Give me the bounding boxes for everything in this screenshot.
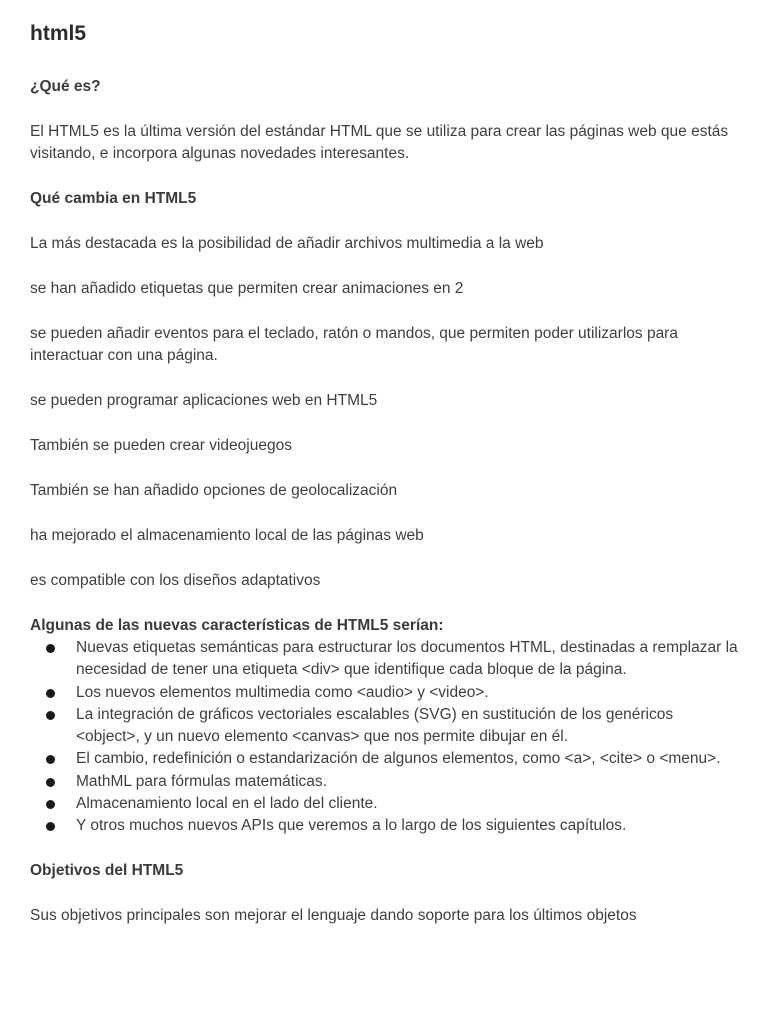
section-heading-caracteristicas: Algunas de las nuevas características de HTML5 serían:: [30, 617, 444, 634]
bullet-icon: [46, 822, 55, 831]
features-bullet-list: [30, 637, 738, 838]
list-item: [30, 748, 738, 770]
change-paragraph: También se pueden crear videojuegos: [30, 437, 292, 454]
change-paragraph: se han añadido etiquetas que permiten crear animaciones en 2: [30, 279, 464, 297]
change-paragraph: se pueden añadir eventos para el teclado, ratón o mandos, que permiten poder utilizarlos para interactuar con una página.: [30, 324, 678, 364]
list-item-text: MathML para fórmulas matemáticas.: [76, 772, 327, 790]
bullet-icon: [46, 755, 55, 764]
list-item-text: Almacenamiento local en el lado del cliente.: [76, 795, 378, 813]
list-item: [30, 682, 738, 704]
change-paragraph: ha mejorado el almacenamiento local de las páginas web: [30, 527, 424, 544]
intro-paragraph: El HTML5 es la última versión del estándar HTML que se utiliza para crear las páginas web que estás visitando, e incorpora algunas novedades interesantes.: [30, 122, 729, 162]
change-paragraph: También se han añadido opciones de geolocalización: [30, 482, 398, 499]
bullet-icon: [46, 778, 55, 787]
list-item: [30, 771, 738, 793]
section-heading-que-cambia: Qué cambia en HTML5: [30, 190, 197, 207]
list-item-text: Nuevas etiquetas semánticas para estructurar los documentos HTML, destinadas a remplazar la necesidad de tener una etiqueta <div> que identifique cada bloque de la página.: [76, 639, 738, 679]
section-heading-objetivos: Objetivos del HTML5: [30, 862, 184, 880]
bullet-icon: [46, 644, 55, 653]
list-item: [30, 815, 738, 837]
list-item-text: El cambio, redefinición o estandarización de algunos elementos, como <a>, <cite> o <menu>.: [76, 750, 721, 768]
change-paragraph: se pueden programar aplicaciones web en HTML5: [30, 392, 378, 409]
list-item: [30, 793, 738, 815]
change-paragraph: es compatible con los diseños adaptativos: [30, 572, 321, 589]
section-heading-que-es: ¿Qué es?: [30, 78, 101, 95]
list-item-text: La integración de gráficos vectoriales escalables (SVG) en sustitución de los genéricos <object>, y un nuevo elemento <canvas> que nos permite dibujar en él.: [76, 705, 674, 746]
list-item: [30, 704, 738, 749]
note-title[interactable]: html5: [30, 22, 87, 45]
list-item-text: Y otros muchos nuevos APIs que veremos a lo largo de los siguientes capítulos.: [76, 817, 627, 835]
objectives-paragraph: Sus objetivos principales son mejorar el lenguaje dando soporte para los últimos objetos: [30, 906, 637, 924]
bullet-icon: [46, 711, 55, 720]
change-paragraph: La más destacada es la posibilidad de añadir archivos multimedia a la web: [30, 234, 544, 252]
bullet-icon: [46, 689, 55, 698]
bullet-icon: [46, 800, 55, 809]
list-item: [30, 637, 738, 682]
list-item-text: Los nuevos elementos multimedia como <audio> y <video>.: [76, 683, 489, 701]
